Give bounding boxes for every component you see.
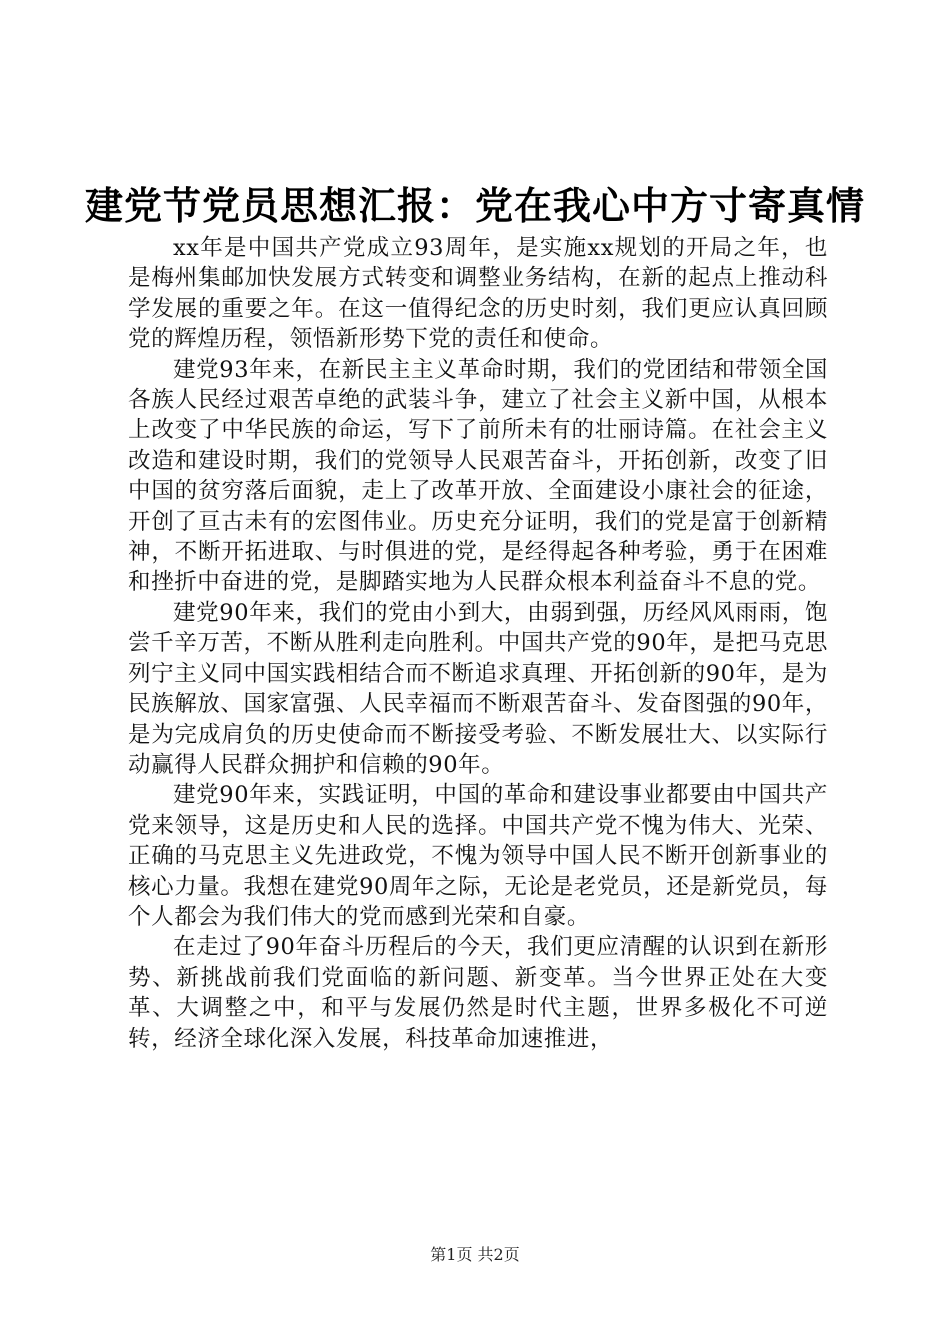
document-title: 建党节党员思想汇报：党在我心中方寸寄真情	[84, 184, 865, 228]
paragraph-1: xx年是中国共产党成立93周年，是实施xx规划的开局之年，也是梅州集邮加快发展方式转变和调整业务结构，在新的起点上推动科学发展的重要之年。在这一值得纪念的历史时刻，我们更应认真回顾党的辉煌历程，领悟新形势下党的责任和使命。	[128, 235, 828, 353]
paragraph-4: 建党90年来，实践证明，中国的革命和建设事业都要由中国共产党来领导，这是历史和人民的选择。中国共产党不愧为伟大、光荣、正确的马克思主义先进政党，不愧为领导中国人民不断开创新事业的核心力量。我想在建党90周年之际，无论是老党员，还是新党员，每个人都会为我们伟大的党而感到光荣和自豪。	[128, 782, 828, 930]
paragraph-3: 建党90年来，我们的党由小到大，由弱到强，历经风风雨雨，饱尝千辛万苦，不断从胜利走向胜利。中国共产党的90年，是把马克思列宁主义同中国实践相结合而不断追求真理、开拓创新的90年，是为民族解放、国家富强、人民幸福而不断艰苦奋斗、发奋图强的90年，是为完成肩负的历史使命而不断接受考验、不断发展壮大、以实际行动赢得人民群众拥护和信赖的90年。	[128, 599, 828, 778]
paragraph-5: 在走过了90年奋斗历程后的今天，我们更应清醒的认识到在新形势、新挑战前我们党面临的新问题、新变革。当今世界正处在大变革、大调整之中，和平与发展仍然是时代主题，世界多极化不可逆转，经济全球化深入发展，科技革命加速推进，	[128, 934, 828, 1052]
paragraph-2: 建党93年来，在新民主主义革命时期，我们的党团结和带领全国各族人民经过艰苦卓绝的武装斗争，建立了社会主义新中国，从根本上改变了中华民族的命运，写下了前所未有的壮丽诗篇。在社会主义改造和建设时期，我们的党领导人民艰苦奋斗，开拓创新，改变了旧中国的贫穷落后面貌，走上了改革开放、全面建设小康社会的征途，开创了亘古未有的宏图伟业。历史充分证明，我们的党是富于创新精神，不断开拓进取、与时俱进的党，是经得起各种考验，勇于在困难和挫折中奋进的党，是脚踏实地为人民群众根本利益奋斗不息的党。	[128, 356, 828, 596]
page-footer: 第1页 共2页	[430, 1245, 520, 1264]
document-body	[128, 233, 828, 1054]
